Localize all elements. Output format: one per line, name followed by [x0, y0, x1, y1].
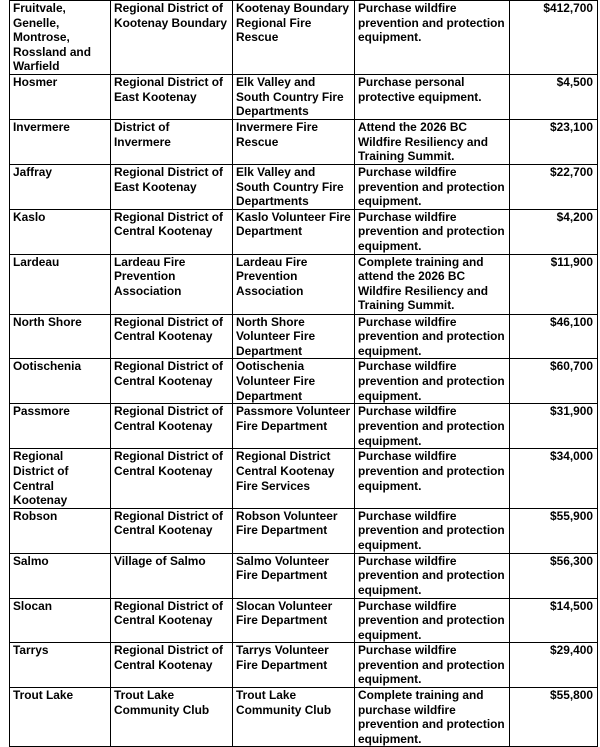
community-cell: Fruitvale, Genelle, Montrose, Rossland and Warfield — [10, 1, 111, 75]
recipient-cell: Passmore Volunteer Fire Department — [233, 404, 355, 449]
recipient-cell: Elk Valley and South Country Fire Departments — [233, 75, 355, 120]
recipient-cell: Kaslo Volunteer Fire Department — [233, 209, 355, 254]
table-row — [10, 314, 598, 359]
community-cell: Lardeau — [10, 254, 111, 314]
purpose-cell: Purchase wildfire prevention and protection equipment. — [355, 1, 510, 75]
purpose-cell: Purchase wildfire prevention and protection equipment. — [355, 643, 510, 688]
table-row — [10, 598, 598, 643]
recipient-cell: Kootenay Boundary Regional Fire Rescue — [233, 1, 355, 75]
purpose-cell: Complete training and attend the 2026 BC Wildfire Resiliency and Training Summit. — [355, 254, 510, 314]
amount-cell: $11,900 — [510, 254, 598, 314]
purpose-cell: Purchase wildfire prevention and protection equipment. — [355, 449, 510, 508]
applicant-cell: Regional District of Central Kootenay — [111, 209, 233, 254]
amount-cell: $34,000 — [510, 449, 598, 508]
table-row — [10, 75, 598, 120]
applicant-cell: Regional District of Kootenay Boundary — [111, 1, 233, 75]
applicant-cell: District of Invermere — [111, 120, 233, 165]
purpose-cell: Purchase wildfire prevention and protection equipment. — [355, 598, 510, 643]
recipient-cell: Invermere Fire Rescue — [233, 120, 355, 165]
community-cell: Invermere — [10, 120, 111, 165]
recipient-cell: Ootischenia Volunteer Fire Department — [233, 359, 355, 404]
amount-cell: $56,300 — [510, 553, 598, 598]
amount-cell: $55,900 — [510, 508, 598, 553]
community-cell: Passmore — [10, 404, 111, 449]
applicant-cell: Regional District of Central Kootenay — [111, 314, 233, 359]
amount-cell: $31,900 — [510, 404, 598, 449]
applicant-cell: Trout Lake Community Club — [111, 688, 233, 747]
amount-cell: $14,500 — [510, 598, 598, 643]
applicant-cell: Regional District of Central Kootenay — [111, 643, 233, 688]
recipient-cell: Slocan Volunteer Fire Department — [233, 598, 355, 643]
table-row — [10, 165, 598, 210]
community-cell: Robson — [10, 508, 111, 553]
community-cell: Slocan — [10, 598, 111, 643]
table-row — [10, 120, 598, 165]
purpose-cell: Purchase wildfire prevention and protection equipment. — [355, 404, 510, 449]
applicant-cell: Regional District of Central Kootenay — [111, 508, 233, 553]
amount-cell: $22,700 — [510, 165, 598, 210]
recipient-cell: Robson Volunteer Fire Department — [233, 508, 355, 553]
community-cell: Salmo — [10, 553, 111, 598]
table-row — [10, 1, 598, 75]
table-row — [10, 209, 598, 254]
purpose-cell: Purchase wildfire prevention and protection equipment. — [355, 165, 510, 210]
recipient-cell: Lardeau Fire Prevention Association — [233, 254, 355, 314]
community-cell: Regional District of Central Kootenay — [10, 449, 111, 508]
amount-cell: $412,700 — [510, 1, 598, 75]
applicant-cell: Regional District of Central Kootenay — [111, 404, 233, 449]
recipient-cell: Regional District Central Kootenay Fire Services — [233, 449, 355, 508]
applicant-cell: Regional District of Central Kootenay — [111, 598, 233, 643]
community-cell: Ootischenia — [10, 359, 111, 404]
amount-cell: $4,500 — [510, 75, 598, 120]
applicant-cell: Regional District of East Kootenay — [111, 75, 233, 120]
purpose-cell: Complete training and purchase wildfire prevention and protection equipment. — [355, 688, 510, 747]
grants-table — [9, 0, 598, 747]
recipient-cell: Tarrys Volunteer Fire Department — [233, 643, 355, 688]
purpose-cell: Purchase wildfire prevention and protection equipment. — [355, 508, 510, 553]
recipient-cell: North Shore Volunteer Fire Department — [233, 314, 355, 359]
purpose-cell: Purchase wildfire prevention and protection equipment. — [355, 314, 510, 359]
applicant-cell: Regional District of Central Kootenay — [111, 449, 233, 508]
applicant-cell: Regional District of Central Kootenay — [111, 359, 233, 404]
table-row — [10, 254, 598, 314]
community-cell: Hosmer — [10, 75, 111, 120]
community-cell: Tarrys — [10, 643, 111, 688]
community-cell: Jaffray — [10, 165, 111, 210]
purpose-cell: Attend the 2026 BC Wildfire Resiliency and Training Summit. — [355, 120, 510, 165]
applicant-cell: Village of Salmo — [111, 553, 233, 598]
table-row — [10, 553, 598, 598]
purpose-cell: Purchase personal protective equipment. — [355, 75, 510, 120]
purpose-cell: Purchase wildfire prevention and protection equipment. — [355, 553, 510, 598]
table-row — [10, 359, 598, 404]
amount-cell: $29,400 — [510, 643, 598, 688]
amount-cell: $4,200 — [510, 209, 598, 254]
community-cell: Kaslo — [10, 209, 111, 254]
applicant-cell: Lardeau Fire Prevention Association — [111, 254, 233, 314]
amount-cell: $55,800 — [510, 688, 598, 747]
community-cell: North Shore — [10, 314, 111, 359]
table-row — [10, 688, 598, 747]
amount-cell: $23,100 — [510, 120, 598, 165]
recipient-cell: Elk Valley and South Country Fire Departments — [233, 165, 355, 210]
recipient-cell: Trout Lake Community Club — [233, 688, 355, 747]
amount-cell: $60,700 — [510, 359, 598, 404]
amount-cell: $46,100 — [510, 314, 598, 359]
table-row — [10, 449, 598, 508]
table-row — [10, 508, 598, 553]
purpose-cell: Purchase wildfire prevention and protection equipment. — [355, 209, 510, 254]
purpose-cell: Purchase wildfire prevention and protection equipment. — [355, 359, 510, 404]
recipient-cell: Salmo Volunteer Fire Department — [233, 553, 355, 598]
table-row — [10, 404, 598, 449]
applicant-cell: Regional District of East Kootenay — [111, 165, 233, 210]
community-cell: Trout Lake — [10, 688, 111, 747]
table-row — [10, 643, 598, 688]
